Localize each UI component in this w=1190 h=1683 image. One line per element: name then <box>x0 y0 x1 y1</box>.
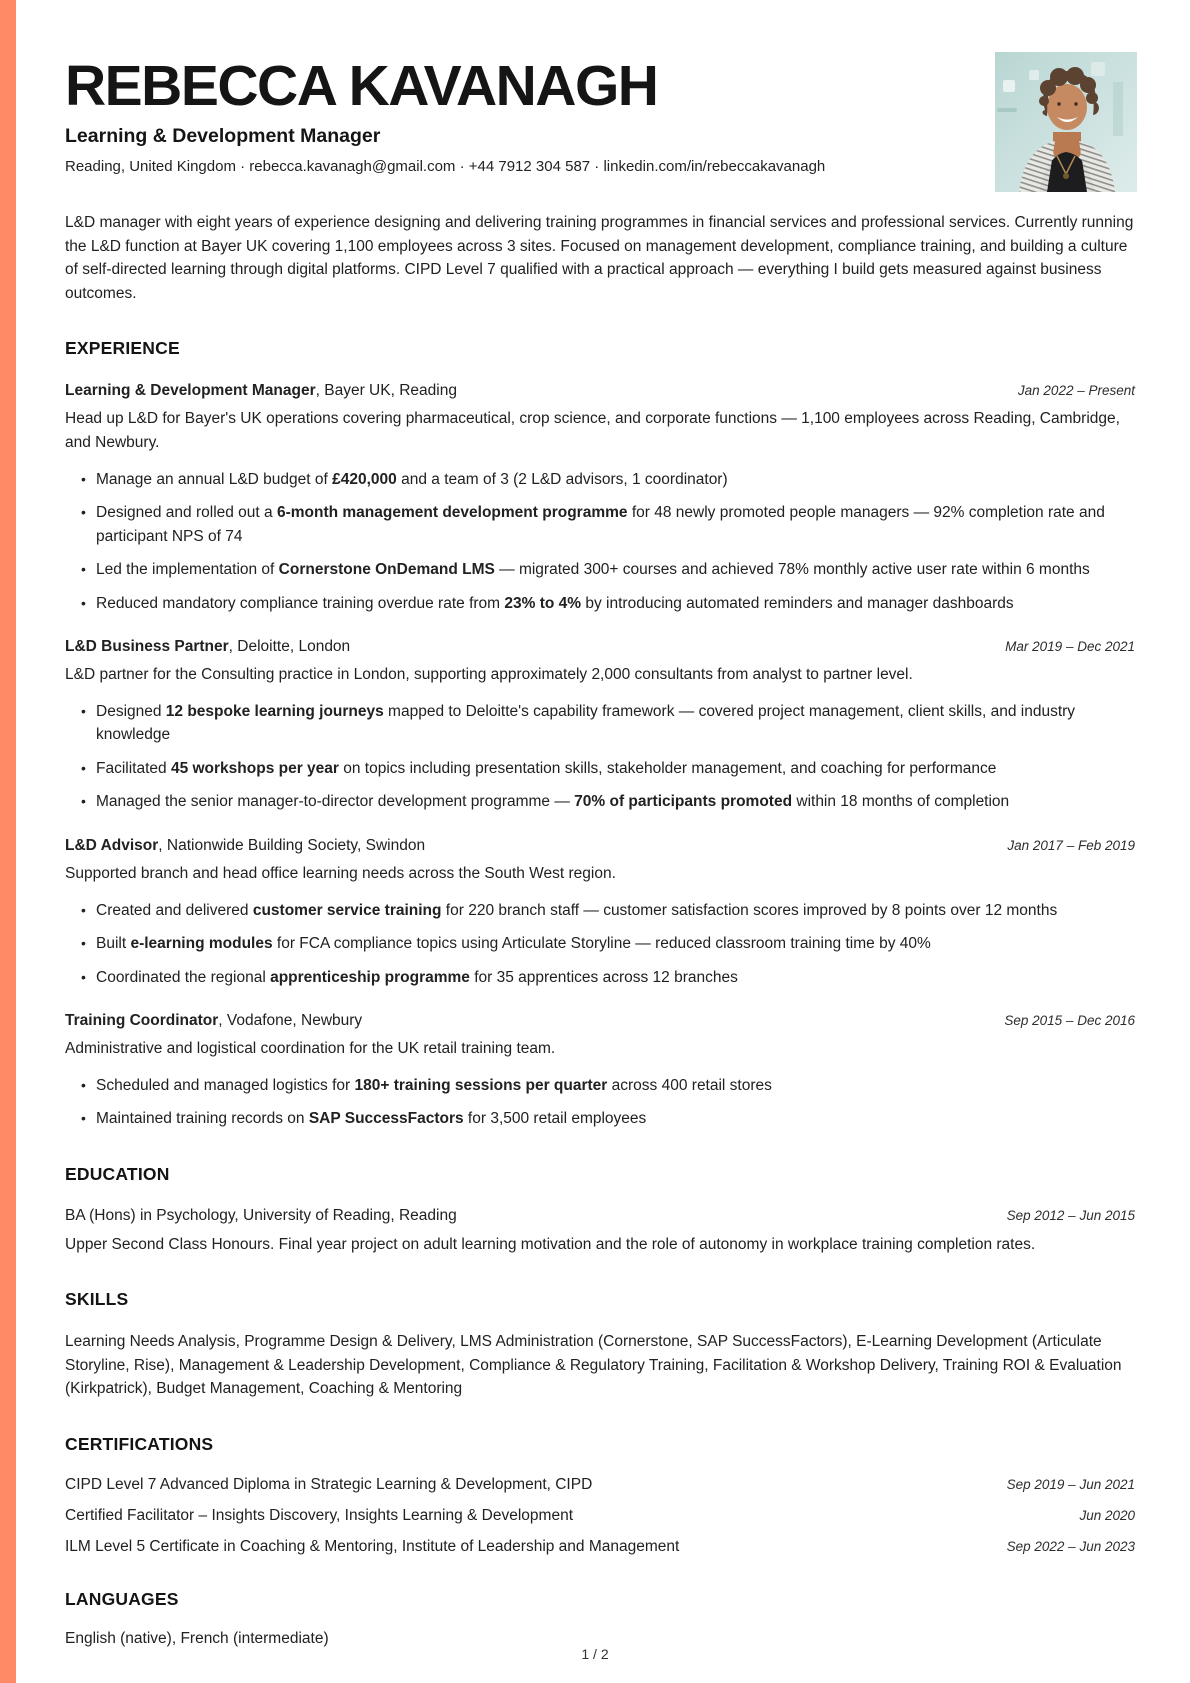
bullet-item: • Designed 12 bespoke learning journeys mapped to Deloitte's capability framework — covered project management, client skills, and industry knowledge <box>96 700 1135 747</box>
bullet-item: • Reduced mandatory compliance training overdue rate from 23% to 4% by introducing automated reminders and manager dashboards <box>96 592 1135 616</box>
bullet-item: • Facilitated 45 workshops per year on topics including presentation skills, stakeholder management, and coaching for performance <box>96 757 1135 781</box>
job-title: L&D Business Partner, Deloitte, London <box>65 638 351 656</box>
job-entry <box>65 638 1135 814</box>
job-date: Mar 2019 – Dec 2021 <box>1005 639 1135 655</box>
education-note: Upper Second Class Honours. Final year project on adult learning motivation and the role of autonomy in workplace training completion rates. <box>65 1235 1036 1253</box>
job-title: L&D Advisor, Nationwide Building Society, Swindon <box>65 837 426 855</box>
certification-name: CIPD Level 7 Advanced Diploma in Strategic Learning & Development, CIPD <box>65 1476 593 1494</box>
certification-item <box>65 1476 1135 1494</box>
bullet-item: • Led the implementation of Cornerstone OnDemand LMS — migrated 300+ courses and achieved 78% monthly active user rate within 6 months <box>96 558 1135 582</box>
certification-name: ILM Level 5 Certificate in Coaching & Mentoring, Institute of Leadership and Management <box>65 1538 680 1556</box>
certification-date: Sep 2019 – Jun 2021 <box>1006 1477 1135 1493</box>
job-date: Sep 2015 – Dec 2016 <box>1004 1013 1135 1029</box>
certification-date: Jun 2020 <box>1079 1508 1135 1524</box>
job-summary: Administrative and logistical coordination for the UK retail training team. <box>65 1040 556 1058</box>
section-heading-experience: EXPERIENCE <box>65 338 180 359</box>
bullet-item: • Manage an annual L&D budget of £420,000 and a team of 3 (2 L&D advisors, 1 coordinator) <box>96 468 1135 492</box>
person-role: Learning & Development Manager <box>65 125 381 148</box>
job-summary: Supported branch and head office learning needs across the South West region. <box>65 865 616 883</box>
job-bullets <box>65 899 1135 990</box>
job-summary: L&D partner for the Consulting practice in London, supporting approximately 2,000 consultants from analyst to partner level. <box>65 666 913 684</box>
person-name: REBECCA KAVANAGH <box>65 54 658 118</box>
job-entry <box>65 837 1135 989</box>
education-date: Sep 2012 – Jun 2015 <box>1006 1207 1135 1223</box>
education-degree: BA (Hons) in Psychology, University of Reading, Reading <box>65 1206 457 1224</box>
education-entry <box>65 1207 1135 1225</box>
section-heading-education: EDUCATION <box>65 1163 170 1184</box>
left-accent-bar <box>0 0 16 1683</box>
bullet-item: • Designed and rolled out a 6-month management development programme for 48 newly promoted people managers — 92% completion rate and participant NPS of 74 <box>96 501 1135 548</box>
certification-name: Certified Facilitator – Insights Discovery, Insights Learning & Development <box>65 1507 573 1525</box>
job-title: Learning & Development Manager, Bayer UK, Reading <box>65 382 457 400</box>
job-bullets <box>65 468 1135 616</box>
certification-item <box>65 1538 1135 1556</box>
bullet-item: • Created and delivered customer service training for 220 branch staff — customer satisfaction scores improved by 8 points over 12 months <box>96 899 1135 923</box>
job-summary: Head up L&D for Bayer's UK operations covering pharmaceutical, crop science, and corporate functions — 1,100 employees across Reading, Cambridge, and Newbury. <box>65 410 1120 451</box>
job-date: Jan 2022 – Present <box>1017 383 1135 399</box>
skills-text: Learning Needs Analysis, Programme Design & Delivery, LMS Administration (Cornerstone, SAP SuccessFactors), E-Learning Development (Articulate Storyline, Rise), Management & Leadership Development, Compliance & Regulatory Training, Facilitation & Workshop Delivery, Training ROI & Evaluation (Kirkpatrick), Budget Management, Coaching & Mentoring <box>65 1333 1122 1398</box>
job-entry <box>65 382 1135 615</box>
job-title: Training Coordinator, Vodafone, Newbury <box>65 1012 363 1030</box>
section-heading-certifications: CERTIFICATIONS <box>65 1434 214 1455</box>
job-date: Jan 2017 – Feb 2019 <box>1007 838 1135 854</box>
bullet-item: • Coordinated the regional apprenticeship programme for 35 apprentices across 12 branches <box>96 966 1135 990</box>
certification-date: Sep 2022 – Jun 2023 <box>1006 1539 1135 1555</box>
certification-item <box>65 1507 1135 1525</box>
summary-text: L&D manager with eight years of experience designing and delivering training programmes in financial services and professional services. Currently running the L&D function at Bayer UK covering 1,100 employees across 3 sites. Focused on management development, compliance training, and building a culture of self-directed learning through digital platforms. CIPD Level 7 qualified with a practical approach — everything I build gets measured against business outcomes. <box>65 214 1134 302</box>
bullet-item: • Built e-learning modules for FCA compliance topics using Articulate Storyline — reduced classroom training time by 40% <box>96 932 1135 956</box>
bullet-item: • Managed the senior manager-to-director development programme — 70% of participants promoted within 18 months of completion <box>96 790 1135 814</box>
job-bullets <box>65 700 1135 814</box>
languages-text: English (native), French (intermediate) <box>65 1630 329 1648</box>
bullet-item: • Scheduled and managed logistics for 180+ training sessions per quarter across 400 retail stores <box>96 1074 1135 1098</box>
job-entry <box>65 1012 1135 1131</box>
page-number: 1 / 2 <box>581 1646 609 1662</box>
contact-line: Reading, United Kingdom · rebecca.kavanagh@gmail.com · +44 7912 304 587 · linkedin.com/in/rebeccakavanagh <box>65 158 826 176</box>
job-bullets <box>65 1074 1135 1131</box>
section-heading-skills: SKILLS <box>65 1289 129 1310</box>
section-heading-languages: LANGUAGES <box>65 1589 179 1610</box>
bullet-item: • Maintained training records on SAP SuccessFactors for 3,500 retail employees <box>96 1107 1135 1131</box>
